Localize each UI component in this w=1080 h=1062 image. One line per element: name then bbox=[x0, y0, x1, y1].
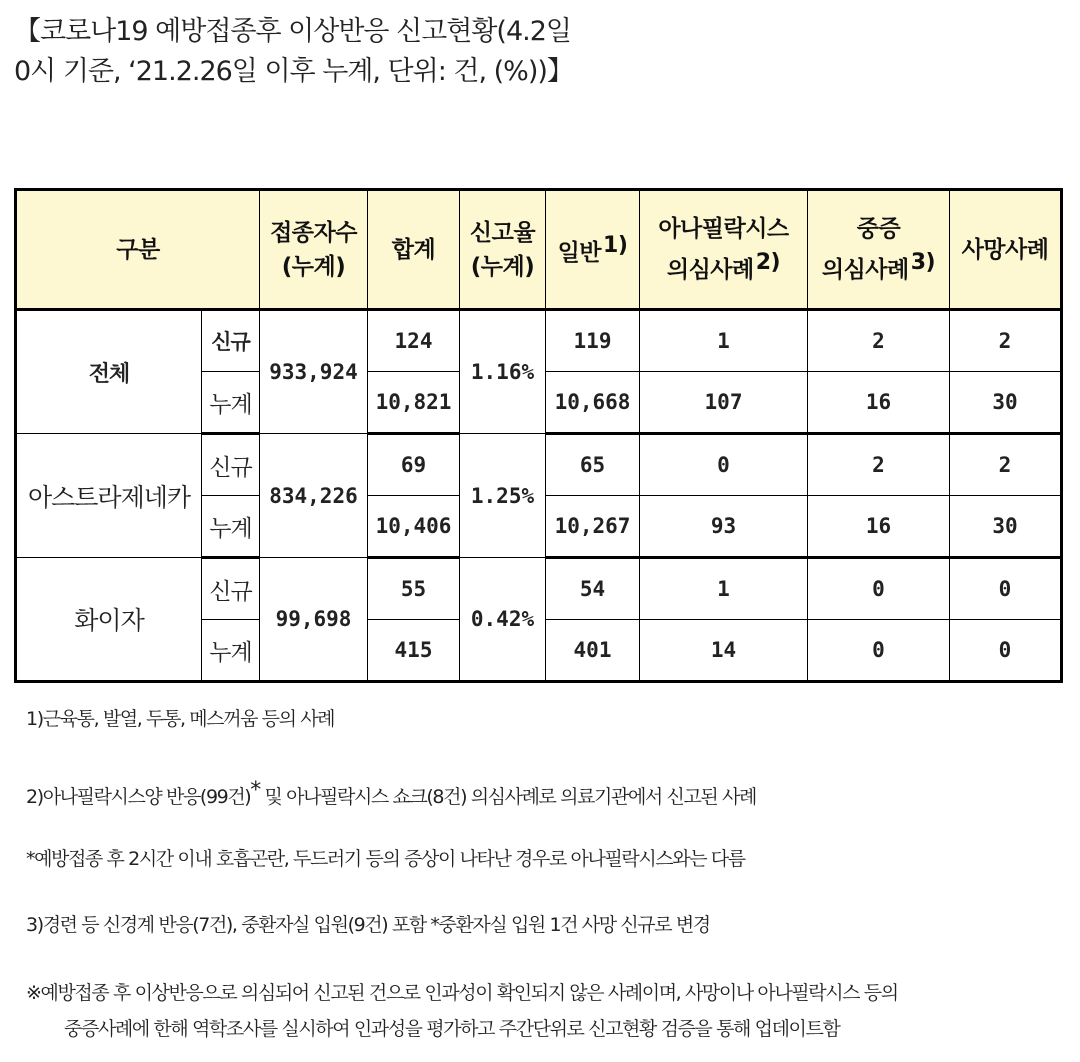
anaphylaxis-count: 1 bbox=[640, 558, 808, 620]
header-anaphylaxis: 아나필락시스 의심사례2) bbox=[640, 190, 808, 310]
death-count: 2 bbox=[950, 310, 1062, 372]
header-vaccinated: 접종자수 (누계) bbox=[260, 190, 368, 310]
general-count: 10,267 bbox=[546, 496, 640, 558]
general-count: 119 bbox=[546, 310, 640, 372]
header-row bbox=[16, 190, 1062, 310]
report-rate: 0.42% bbox=[460, 558, 546, 682]
footnote-1: 1)근육통, 발열, 두통, 메스꺼움 등의 사례 bbox=[26, 708, 335, 730]
anaphylaxis-count: 14 bbox=[640, 620, 808, 682]
row-type: 신규 bbox=[202, 434, 260, 496]
header-death: 사망사례 bbox=[950, 190, 1062, 310]
vaccinated-count: 834,226 bbox=[260, 434, 368, 558]
disclaimer-line-1: ※예방접종 후 이상반응으로 의심되어 신고된 건으로 인과성이 확인되지 않은 사례이며, 사망이나 아나필락시스 등의 bbox=[26, 982, 898, 1004]
death-count: 0 bbox=[950, 558, 1062, 620]
adverse-reaction-table bbox=[14, 188, 1063, 683]
footnote-2: 2)아나필락시스양 반응(99건)* 및 아나필락시스 쇼크(8건) 의심사례로 의료기관에서 신고된 사례 bbox=[26, 778, 756, 808]
general-count: 54 bbox=[546, 558, 640, 620]
disclaimer-line-2: 중증사례에 한해 역학조사를 실시하여 인과성을 평가하고 주간단위로 신고현황 검증을 통해 업데이트함 bbox=[64, 1018, 840, 1040]
death-count: 30 bbox=[950, 372, 1062, 434]
title-line-2: 0시 기준, ‘21.2.26일 이후 누계, 단위: 건, (%))】 bbox=[14, 56, 573, 87]
total-count: 69 bbox=[368, 434, 460, 496]
general-count: 65 bbox=[546, 434, 640, 496]
table-row bbox=[16, 310, 1062, 372]
row-type: 누계 bbox=[202, 496, 260, 558]
anaphylaxis-count: 1 bbox=[640, 310, 808, 372]
group-name: 아스트라제네카 bbox=[16, 434, 202, 558]
death-count: 0 bbox=[950, 620, 1062, 682]
severe-count: 2 bbox=[808, 310, 950, 372]
footnote-3: 3)경련 등 신경계 반응(7건), 중환자실 입원(9건) 포함 *중환자실 입원 1건 사망 신규로 변경 bbox=[26, 914, 710, 936]
header-general: 일반1) bbox=[546, 190, 640, 310]
header-total: 합계 bbox=[368, 190, 460, 310]
vaccinated-count: 99,698 bbox=[260, 558, 368, 682]
severe-count: 16 bbox=[808, 372, 950, 434]
row-type: 신규 bbox=[202, 558, 260, 620]
general-count: 10,668 bbox=[546, 372, 640, 434]
anaphylaxis-count: 107 bbox=[640, 372, 808, 434]
footnote-2-detail: *예방접종 후 2시간 이내 호흡곤란, 두드러기 등의 증상이 나타난 경우로 아나필락시스와는 다름 bbox=[26, 848, 745, 870]
report-rate: 1.16% bbox=[460, 310, 546, 434]
severe-count: 2 bbox=[808, 434, 950, 496]
total-count: 124 bbox=[368, 310, 460, 372]
table-row bbox=[16, 434, 1062, 496]
page-title bbox=[14, 12, 573, 92]
anaphylaxis-count: 93 bbox=[640, 496, 808, 558]
row-type: 누계 bbox=[202, 372, 260, 434]
group-name: 화이자 bbox=[16, 558, 202, 682]
death-count: 2 bbox=[950, 434, 1062, 496]
death-count: 30 bbox=[950, 496, 1062, 558]
header-severe: 중증 의심사례3) bbox=[808, 190, 950, 310]
general-count: 401 bbox=[546, 620, 640, 682]
group-name: 전체 bbox=[16, 310, 202, 434]
vaccinated-count: 933,924 bbox=[260, 310, 368, 434]
severe-count: 0 bbox=[808, 620, 950, 682]
severe-count: 0 bbox=[808, 558, 950, 620]
row-type: 신규 bbox=[202, 310, 260, 372]
total-count: 10,821 bbox=[368, 372, 460, 434]
severe-count: 16 bbox=[808, 496, 950, 558]
table-row bbox=[16, 558, 1062, 620]
report-rate: 1.25% bbox=[460, 434, 546, 558]
row-type: 누계 bbox=[202, 620, 260, 682]
anaphylaxis-count: 0 bbox=[640, 434, 808, 496]
header-category: 구분 bbox=[16, 190, 260, 310]
header-rate: 신고율 (누계) bbox=[460, 190, 546, 310]
total-count: 55 bbox=[368, 558, 460, 620]
total-count: 10,406 bbox=[368, 496, 460, 558]
title-line-1: 【코로나19 예방접종후 이상반응 신고현황(4.2일 bbox=[14, 16, 571, 47]
total-count: 415 bbox=[368, 620, 460, 682]
